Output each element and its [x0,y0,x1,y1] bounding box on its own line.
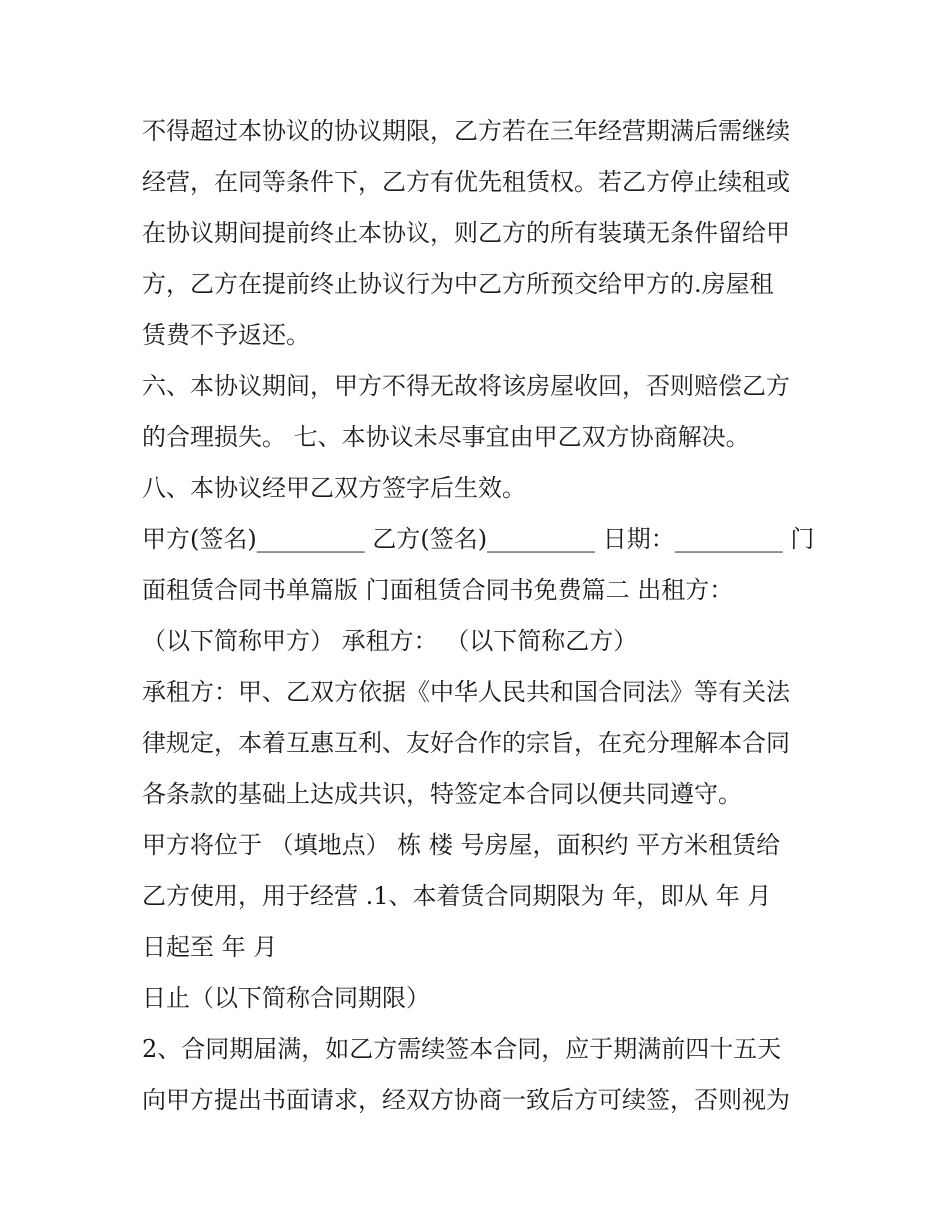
text-line: 甲方将位于 （填地点） 栋 楼 号房屋，面积约 平方米租赁给 [142,831,781,859]
text-line: 八、本协议经甲乙双方签字后生效。 [142,474,526,502]
signature-line: 甲方(签名)_________ 乙方(签名)_________ 日期：_________ 门 [142,525,815,553]
text-line: 不得超过本协议的协议期限，乙方若在三年经营期满后需继续 [142,117,790,145]
text-line: 2、合同期届满，如乙方需续签本合同，应于期满前四十五天 [142,1035,782,1063]
text-line: 的合理损失。 七、本协议未尽事宜由甲乙双方协商解决。 [142,423,750,451]
text-line: （以下简称甲方） 承租方： （以下简称乙方） [142,627,638,655]
text-line: 赁费不予返还。 [142,321,310,349]
text-line: 日止（以下简称合同期限） [142,984,430,1012]
text-line: 律规定，本着互惠互利、友好合作的宗旨，在充分理解本合同 [142,729,790,757]
text-line: 乙方使用，用于经营 .1、本着赁合同期限为 年，即从 年 月 [142,882,772,910]
text-line: 经营，在同等条件下，乙方有优先租赁权。若乙方停止续租或 [142,168,790,196]
text-line: 日起至 年 月 [142,933,278,961]
contract-body [142,106,832,1126]
text-line: 各条款的基础上达成共识，特签定本合同以便共同遵守。 [142,780,742,808]
text-line: 面租赁合同书单篇版 门面租赁合同书免费篇二 出租方： [142,576,734,604]
text-line: 方，乙方在提前终止协议行为中乙方所预交给甲方的.房屋租 [142,270,774,298]
text-line: 在协议期间提前终止本协议，则乙方的所有装璜无条件留给甲 [142,219,790,247]
text-line: 承租方：甲、乙双方依据《中华人民共和国合同法》等有关法 [142,678,790,706]
text-line: 六、本协议期间，甲方不得无故将该房屋收回，否则赔偿乙方 [142,372,790,400]
text-line: 向甲方提出书面请求，经双方协商一致后方可续签，否则视为 [142,1086,790,1114]
